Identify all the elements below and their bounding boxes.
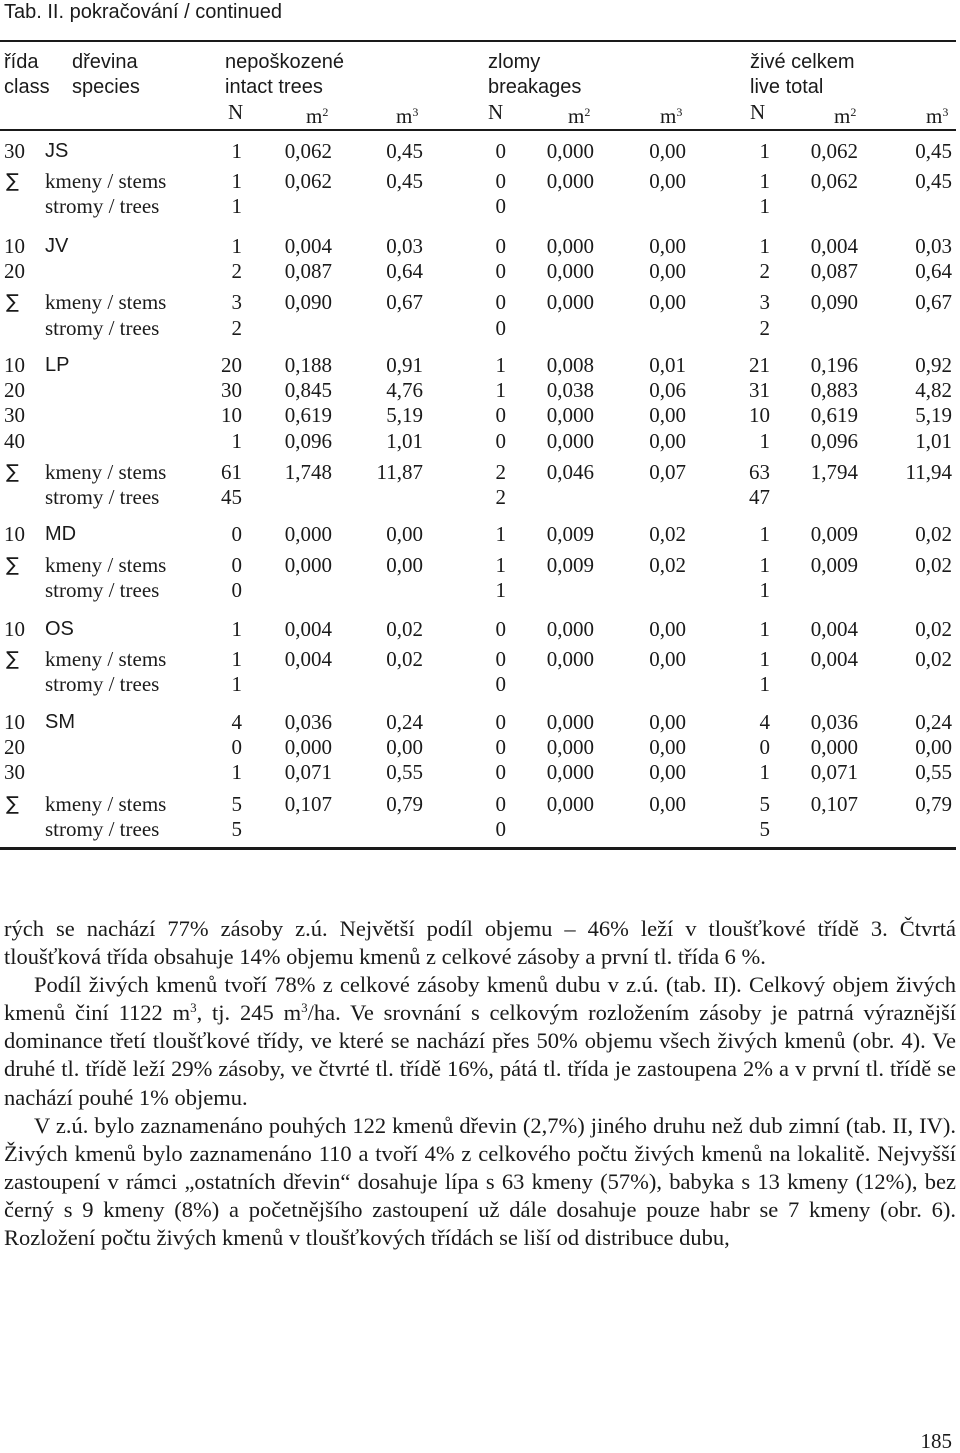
- cell-breakages-m3: 0,00: [649, 735, 686, 759]
- cell-live-m2: 0,004: [810, 234, 858, 258]
- cell-breakages-n: 0: [495, 403, 506, 427]
- cell-live-n: 2: [759, 259, 770, 283]
- cell-live-m2: 0,883: [810, 378, 858, 402]
- table-rule-top: [0, 40, 956, 42]
- cell-breakages-m2: 0,000: [546, 290, 594, 314]
- cell-intact-n: 2: [231, 316, 242, 340]
- cell-breakages-m3: 0,00: [649, 647, 686, 671]
- cell-intact-m3: 0,24: [386, 710, 423, 734]
- cell-breakages-m2: 0,000: [546, 735, 594, 759]
- paragraph-1: rých se nachází 77% zásoby z.ú. Největší podíl objemu – 46% leží v tloušťkové třídě 3. Čtvrtá tloušťková třída obsahuje 14% objemu kmenů z celkové zásoby a první tl. třída 6 %.: [4, 916, 956, 970]
- cell-live-m3: 0,79: [915, 792, 952, 816]
- cell-intact-n: 0: [231, 578, 242, 602]
- cell-live-m2: 0,004: [810, 647, 858, 671]
- cell-breakages-m3: 0,00: [649, 290, 686, 314]
- cell-breakages-n: 1: [495, 378, 506, 402]
- cell-live-m3: 0,64: [915, 259, 952, 283]
- cell-live-m2: 0,619: [810, 403, 858, 427]
- cell-intact-n: 3: [231, 290, 242, 314]
- cell-label: kmeny / stems: [45, 792, 167, 816]
- cell-intact-m2: 0,000: [284, 553, 332, 577]
- cell-live-n: 1: [759, 169, 770, 193]
- cell-breakages-m3: 0,00: [649, 760, 686, 784]
- cell-breakages-m3: 0,00: [649, 403, 686, 427]
- cell-live-m3: 0,24: [915, 710, 952, 734]
- cell-breakages-m3: 0,06: [649, 378, 686, 402]
- table-row: [0, 139, 960, 164]
- cell-live-m3: 0,55: [915, 760, 952, 784]
- cell-breakages-m2: 0,000: [546, 234, 594, 258]
- cell-breakages-n: 2: [495, 485, 506, 509]
- cell-class: 10: [4, 234, 25, 258]
- cell-species: JS: [45, 140, 69, 162]
- header-breakages-en: breakages: [488, 76, 582, 98]
- table-row: [0, 578, 960, 603]
- cell-breakages-n: 2: [495, 460, 506, 484]
- cell-breakages-m3: 0,00: [649, 234, 686, 258]
- cell-intact-m3: 0,67: [386, 290, 423, 314]
- cell-breakages-n: 0: [495, 672, 506, 696]
- cell-intact-n: 1: [231, 429, 242, 453]
- header-species: species: [72, 76, 140, 98]
- cell-label: kmeny / stems: [45, 553, 167, 577]
- cell-species: SM: [45, 711, 75, 733]
- cell-live-m3: 0,02: [915, 617, 952, 641]
- cell-live-n: 31: [749, 378, 770, 402]
- cell-breakages-m2: 0,000: [546, 429, 594, 453]
- cell-label: kmeny / stems: [45, 647, 167, 671]
- cell-live-m2: 0,087: [810, 259, 858, 283]
- cell-breakages-n: 0: [495, 234, 506, 258]
- table-row: [0, 353, 960, 378]
- header-intact-cz: nepoškozené: [225, 51, 344, 73]
- table-row: [0, 735, 960, 760]
- cell-breakages-n: 0: [495, 617, 506, 641]
- cell-species: MD: [45, 523, 77, 545]
- cell-class: 20: [4, 378, 25, 402]
- cell-breakages-n: 0: [495, 259, 506, 283]
- cell-class: 10: [4, 710, 25, 734]
- cell-species: OS: [45, 618, 74, 640]
- cell-intact-n: 10: [221, 403, 242, 427]
- cell-label: stromy / trees: [45, 817, 160, 841]
- cell-live-m2: 1,794: [810, 460, 858, 484]
- cell-intact-m2: 1,748: [284, 460, 332, 484]
- cell-live-m3: 0,02: [915, 553, 952, 577]
- cell-intact-m2: 0,107: [284, 792, 332, 816]
- cell-intact-n: 20: [221, 353, 242, 377]
- cell-intact-n: 2: [231, 259, 242, 283]
- table-row: [0, 647, 960, 672]
- cell-label: stromy / trees: [45, 194, 160, 218]
- cell-class: 30: [4, 760, 25, 784]
- cell-label: stromy / trees: [45, 316, 160, 340]
- cell-live-n: 1: [759, 578, 770, 602]
- unit-n-breakages: N: [488, 100, 504, 124]
- cell-breakages-m2: 0,000: [546, 710, 594, 734]
- cell-live-n: 5: [759, 817, 770, 841]
- table-row: [0, 710, 960, 735]
- table-row: [0, 485, 960, 510]
- cell-intact-n: 1: [231, 169, 242, 193]
- cell-breakages-n: 0: [495, 760, 506, 784]
- cell-intact-n: 1: [231, 194, 242, 218]
- cell-class: 40: [4, 429, 25, 453]
- cell-intact-m3: 1,01: [386, 429, 423, 453]
- unit-m3-live: $m^3$: [926, 104, 949, 128]
- cell-label: kmeny / stems: [45, 460, 167, 484]
- paragraph-2: Podíl živých kmenů tvoří 78% z celkové zásoby kmenů dubu v z.ú. (tab. II). Celkový objem živých kmenů činí 1122 $m^3$, tj. 245 $m^3/ha$. Ve srovnání s celkovým rozložením zásoby je patrná výraznější dominance třetí tloušťkové třídy, ve které se nachází přes 50% objemu všech živých kmenů (obr. 4). Ve druhé tl. třídě leží 29% zásoby, ve čtvrté tl. třídě 16%, pátá tl. třída je zastoupena 2% a v první tl. třídě se nachází pouhé 1% objemu.: [4, 972, 956, 1110]
- cell-intact-m3: 0,79: [386, 792, 423, 816]
- cell-class: 10: [4, 353, 25, 377]
- cell-intact-m2: 0,845: [284, 378, 332, 402]
- table-row: [0, 234, 960, 259]
- header-live-en: live total: [750, 76, 824, 98]
- cell-intact-n: 1: [231, 760, 242, 784]
- table-row: [0, 792, 960, 817]
- cell-breakages-m3: 0,00: [649, 169, 686, 193]
- cell-breakages-m2: 0,046: [546, 460, 594, 484]
- cell-live-m2: 0,000: [810, 735, 858, 759]
- cell-live-m3: 5,19: [915, 403, 952, 427]
- table-rule-mid: [0, 129, 956, 131]
- cell-label: kmeny / stems: [45, 169, 167, 193]
- cell-live-m3: 0,02: [915, 522, 952, 546]
- cell-breakages-m3: 0,07: [649, 460, 686, 484]
- cell-breakages-m2: 0,008: [546, 353, 594, 377]
- cell-class: 30: [4, 403, 25, 427]
- unit-m2-intact: $m^2$: [306, 104, 329, 128]
- cell-label: stromy / trees: [45, 672, 160, 696]
- cell-live-m3: 0,02: [915, 647, 952, 671]
- cell-breakages-m2: 0,009: [546, 522, 594, 546]
- table-row: [0, 169, 960, 194]
- cell-intact-m3: 0,00: [386, 735, 423, 759]
- table-row: [0, 290, 960, 315]
- cell-live-n: 47: [749, 485, 770, 509]
- cell-class: 10: [4, 522, 25, 546]
- cell-intact-m2: 0,000: [284, 522, 332, 546]
- cell-breakages-m3: 0,00: [649, 259, 686, 283]
- cell-class: 20: [4, 259, 25, 283]
- cell-breakages-n: 0: [495, 710, 506, 734]
- table-row: [0, 259, 960, 284]
- cell-intact-m3: 4,76: [386, 378, 423, 402]
- cell-breakages-m2: 0,000: [546, 139, 594, 163]
- table-row: [0, 553, 960, 578]
- table-row: [0, 378, 960, 403]
- cell-intact-m3: 5,19: [386, 403, 423, 427]
- cell-intact-n: 1: [231, 234, 242, 258]
- cell-intact-n: 0: [231, 735, 242, 759]
- cell-breakages-m3: 0,00: [649, 429, 686, 453]
- cell-breakages-m2: 0,000: [546, 169, 594, 193]
- cell-intact-m2: 0,188: [284, 353, 332, 377]
- cell-intact-m2: 0,087: [284, 259, 332, 283]
- cell-live-m2: 0,009: [810, 522, 858, 546]
- cell-class: 30: [4, 139, 25, 163]
- table-row: [0, 817, 960, 842]
- cell-live-m3: 0,45: [915, 169, 952, 193]
- cell-breakages-n: 0: [495, 817, 506, 841]
- cell-live-n: 21: [749, 353, 770, 377]
- sum-symbol: ∑: [6, 554, 19, 576]
- cell-live-n: 1: [759, 139, 770, 163]
- cell-intact-n: 5: [231, 792, 242, 816]
- cell-breakages-n: 0: [495, 139, 506, 163]
- table-row: [0, 429, 960, 454]
- cell-intact-m2: 0,071: [284, 760, 332, 784]
- cell-live-m3: 0,03: [915, 234, 952, 258]
- cell-breakages-m2: 0,000: [546, 259, 594, 283]
- header-class: class: [4, 76, 50, 98]
- table-row: [0, 403, 960, 428]
- cell-intact-m2: 0,062: [284, 139, 332, 163]
- cell-breakages-m3: 0,00: [649, 792, 686, 816]
- cell-breakages-n: 0: [495, 316, 506, 340]
- cell-live-n: 1: [759, 234, 770, 258]
- cell-label: kmeny / stems: [45, 290, 167, 314]
- cell-intact-n: 0: [231, 522, 242, 546]
- unit-m2-live: $m^2$: [834, 104, 857, 128]
- cell-live-n: 1: [759, 647, 770, 671]
- cell-intact-n: 45: [221, 485, 242, 509]
- cell-live-m3: 0,45: [915, 139, 952, 163]
- page-number: 185: [920, 1429, 952, 1453]
- table-rule-bottom: [0, 847, 956, 850]
- sum-symbol: ∑: [6, 648, 19, 670]
- cell-live-n: 63: [749, 460, 770, 484]
- header-live-cz: živé celkem: [750, 51, 855, 73]
- unit-n-live: N: [750, 100, 766, 124]
- table-row: [0, 760, 960, 785]
- cell-breakages-m2: 0,000: [546, 760, 594, 784]
- cell-intact-n: 0: [231, 553, 242, 577]
- cell-breakages-n: 1: [495, 353, 506, 377]
- cell-breakages-n: 1: [495, 578, 506, 602]
- cell-breakages-n: 1: [495, 522, 506, 546]
- unit-n-intact: N: [228, 100, 244, 124]
- sum-symbol: ∑: [6, 793, 19, 815]
- table-row: [0, 672, 960, 697]
- cell-live-n: 5: [759, 792, 770, 816]
- cell-live-n: 1: [759, 429, 770, 453]
- sum-symbol: ∑: [6, 170, 19, 192]
- cell-breakages-n: 0: [495, 647, 506, 671]
- cell-intact-n: 61: [221, 460, 242, 484]
- cell-intact-n: 5: [231, 817, 242, 841]
- cell-breakages-m3: 0,02: [649, 522, 686, 546]
- cell-intact-m2: 0,619: [284, 403, 332, 427]
- cell-intact-n: 1: [231, 647, 242, 671]
- cell-breakages-n: 0: [495, 290, 506, 314]
- header-drevina: dřevina: [72, 51, 138, 73]
- cell-intact-m3: 0,02: [386, 647, 423, 671]
- cell-live-n: 1: [759, 194, 770, 218]
- cell-intact-m3: 0,64: [386, 259, 423, 283]
- cell-intact-m3: 0,03: [386, 234, 423, 258]
- cell-intact-n: 1: [231, 617, 242, 641]
- cell-breakages-m3: 0,02: [649, 553, 686, 577]
- cell-breakages-m2: 0,000: [546, 617, 594, 641]
- cell-intact-m3: 0,55: [386, 760, 423, 784]
- table-row: [0, 460, 960, 485]
- cell-intact-m2: 0,036: [284, 710, 332, 734]
- cell-intact-m3: 0,91: [386, 353, 423, 377]
- header-breakages-cz: zlomy: [488, 51, 541, 73]
- cell-intact-m2: 0,004: [284, 234, 332, 258]
- cell-species: JV: [45, 235, 69, 257]
- cell-intact-m2: 0,004: [284, 617, 332, 641]
- cell-live-n: 3: [759, 290, 770, 314]
- cell-intact-m3: 11,87: [376, 460, 423, 484]
- cell-intact-m2: 0,090: [284, 290, 332, 314]
- cell-intact-m2: 0,000: [284, 735, 332, 759]
- table-row: [0, 617, 960, 642]
- cell-live-m2: 0,196: [810, 353, 858, 377]
- cell-live-n: 10: [749, 403, 770, 427]
- cell-live-m3: 0,00: [915, 735, 952, 759]
- header-rida: řída: [4, 51, 39, 73]
- sum-symbol: ∑: [6, 291, 19, 313]
- cell-breakages-m2: 0,000: [546, 647, 594, 671]
- cell-breakages-n: 0: [495, 194, 506, 218]
- cell-breakages-m3: 0,01: [649, 353, 686, 377]
- cell-intact-m3: 0,00: [386, 522, 423, 546]
- cell-breakages-n: 0: [495, 429, 506, 453]
- cell-breakages-n: 1: [495, 553, 506, 577]
- cell-species: LP: [45, 354, 70, 376]
- table-row: [0, 522, 960, 547]
- cell-breakages-m2: 0,000: [546, 403, 594, 427]
- cell-intact-m3: 0,45: [386, 169, 423, 193]
- cell-live-m3: 0,67: [915, 290, 952, 314]
- cell-intact-m3: 0,02: [386, 617, 423, 641]
- cell-live-n: 4: [759, 710, 770, 734]
- cell-breakages-m2: 0,000: [546, 792, 594, 816]
- cell-breakages-m3: 0,00: [649, 617, 686, 641]
- table-row: [0, 316, 960, 341]
- cell-label: stromy / trees: [45, 485, 160, 509]
- header-intact-en: intact trees: [225, 76, 323, 98]
- cell-intact-n: 1: [231, 139, 242, 163]
- cell-live-m3: 1,01: [915, 429, 952, 453]
- cell-live-n: 1: [759, 553, 770, 577]
- table-row: [0, 194, 960, 219]
- cell-intact-n: 4: [231, 710, 242, 734]
- cell-live-m2: 0,009: [810, 553, 858, 577]
- cell-breakages-m3: 0,00: [649, 139, 686, 163]
- cell-live-m2: 0,090: [810, 290, 858, 314]
- cell-breakages-n: 0: [495, 792, 506, 816]
- cell-class: 10: [4, 617, 25, 641]
- cell-live-m3: 11,94: [905, 460, 952, 484]
- cell-live-m2: 0,107: [810, 792, 858, 816]
- cell-live-m3: 4,82: [915, 378, 952, 402]
- cell-live-n: 1: [759, 522, 770, 546]
- cell-live-m3: 0,92: [915, 353, 952, 377]
- cell-live-n: 1: [759, 672, 770, 696]
- cell-live-m2: 0,096: [810, 429, 858, 453]
- cell-breakages-n: 0: [495, 169, 506, 193]
- cell-breakages-m2: 0,009: [546, 553, 594, 577]
- cell-live-n: 1: [759, 617, 770, 641]
- paragraph-3: V z.ú. bylo zaznamenáno pouhých 122 kmenů dřevin (2,7%) jiného druhu než dub zimní (tab. II, IV). Živých kmenů bylo zaznamenáno 110 a tvoří 4% z celkového počtu živých kmenů na lokalitě. Nejvyšší zastoupení v rámci „ostatních dřevin“ dosahuje lípa s 63 kmeny (57%), babyka s 13 kmeny (12%), bez černý s 9 kmeny (8%) a početnějšího zastoupení už dále dosahuje pouze habr se 7 kmeny (obr. 6). Rozložení počtu živých kmenů v tloušťkových třídách se liší od distribuce dubu,: [4, 1112, 956, 1251]
- cell-class: 20: [4, 735, 25, 759]
- unit-m2-breakages: $m^2$: [568, 104, 591, 128]
- cell-breakages-n: 0: [495, 735, 506, 759]
- cell-live-n: 0: [759, 735, 770, 759]
- cell-breakages-m3: 0,00: [649, 710, 686, 734]
- cell-breakages-m2: 0,038: [546, 378, 594, 402]
- cell-live-m2: 0,062: [810, 139, 858, 163]
- unit-m3-intact: $m^3$: [396, 104, 419, 128]
- cell-live-m2: 0,004: [810, 617, 858, 641]
- cell-intact-n: 30: [221, 378, 242, 402]
- cell-intact-m2: 0,062: [284, 169, 332, 193]
- cell-intact-m3: 0,45: [386, 139, 423, 163]
- body-text: [4, 915, 956, 1252]
- cell-live-m2: 0,036: [810, 710, 858, 734]
- cell-live-m2: 0,071: [810, 760, 858, 784]
- cell-intact-m2: 0,004: [284, 647, 332, 671]
- cell-intact-m3: 0,00: [386, 553, 423, 577]
- cell-live-n: 1: [759, 760, 770, 784]
- cell-intact-m2: 0,096: [284, 429, 332, 453]
- cell-label: stromy / trees: [45, 578, 160, 602]
- cell-live-m2: 0,062: [810, 169, 858, 193]
- table-caption: Tab. II. pokračování / continued: [4, 1, 282, 23]
- cell-intact-n: 1: [231, 672, 242, 696]
- cell-live-n: 2: [759, 316, 770, 340]
- sum-symbol: ∑: [6, 461, 19, 483]
- unit-m3-breakages: $m^3$: [660, 104, 683, 128]
